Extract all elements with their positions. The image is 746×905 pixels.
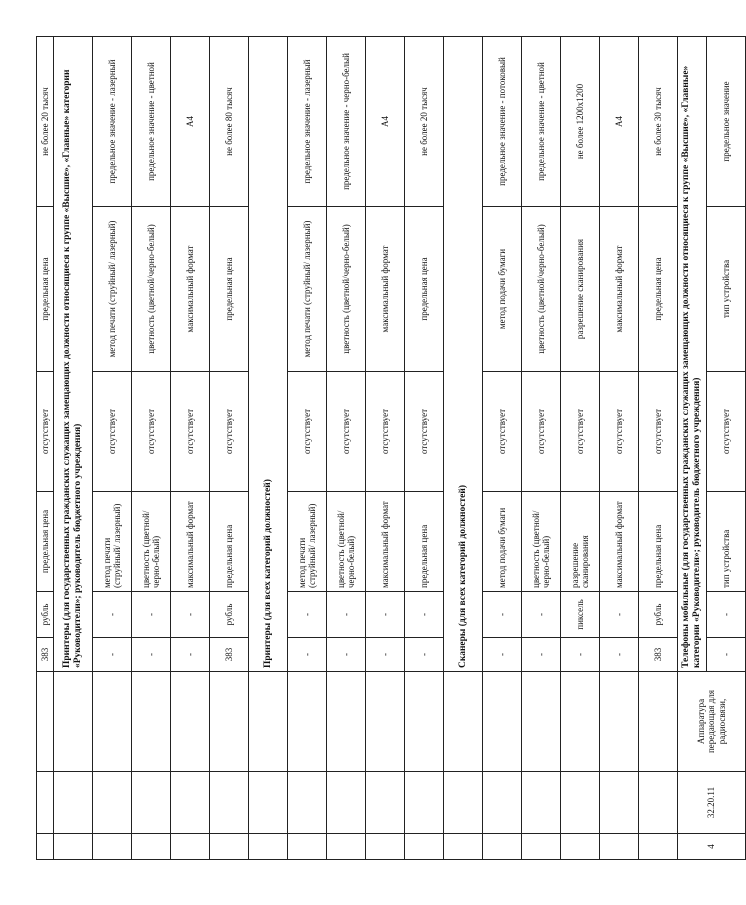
cell-okpd xyxy=(639,772,678,834)
cell-val2: предельное значение - лазерный xyxy=(288,37,327,207)
table-body xyxy=(37,37,746,860)
cell-okpd xyxy=(561,772,600,834)
cell-okpd xyxy=(327,772,366,834)
table-row xyxy=(132,37,171,860)
cell-unit: - xyxy=(483,592,522,638)
cell-title xyxy=(405,672,444,772)
cell-num xyxy=(483,834,522,860)
cell-num xyxy=(366,834,405,860)
cell-val2: предельное значение - лазерный xyxy=(93,37,132,207)
cell-val: отсутствует xyxy=(327,372,366,492)
cell-okpd xyxy=(249,772,288,834)
cell-num xyxy=(37,834,54,860)
cell-okpd: 32.20.11 xyxy=(678,772,746,834)
cell-val2: предельное значение - потоковый xyxy=(483,37,522,207)
cell-code: - xyxy=(327,638,366,672)
cell-okpd xyxy=(37,772,54,834)
cell-val2: предельное значение - черно-белый xyxy=(327,37,366,207)
cell-unit: - xyxy=(522,592,561,638)
cell-num xyxy=(561,834,600,860)
cell-name2: тип устройства xyxy=(707,207,746,372)
section-heading: Телефоны мобильные (для государственных гражданских служащих замещающих должности относящиеся к группе «Высшие», «Главные» категории «Руководители»; руководитель бюджетного учреждения) xyxy=(678,37,707,672)
section-row xyxy=(54,37,93,860)
cell-okpd xyxy=(171,772,210,834)
cell-val2: не более 20 тысяч xyxy=(37,37,54,207)
cell-name2: предельная цена xyxy=(639,207,678,372)
cell-name: предельная цена xyxy=(405,492,444,592)
cell-code: 383 xyxy=(37,638,54,672)
cell-name: метод печати (струйный/ лазерный) xyxy=(93,492,132,592)
table-row xyxy=(522,37,561,860)
cell-unit: - xyxy=(132,592,171,638)
cell-num xyxy=(288,834,327,860)
cell-unit: - xyxy=(366,592,405,638)
cell-num xyxy=(444,834,483,860)
cell-name2: предельная цена xyxy=(405,207,444,372)
cell-name: цветность (цветной/черно-белый) xyxy=(327,492,366,592)
cell-title: Аппаратура передающая для радиосвязи, xyxy=(678,672,746,772)
cell-okpd xyxy=(54,772,93,834)
cell-val: отсутствует xyxy=(707,372,746,492)
cell-name2: предельная цена xyxy=(210,207,249,372)
cell-name: цветность (цветной/черно-белый) xyxy=(132,492,171,592)
cell-val2: А4 xyxy=(600,37,639,207)
cell-name2: метод печати (струйный/ лазерный) xyxy=(288,207,327,372)
table-row xyxy=(93,37,132,860)
cell-val: отсутствует xyxy=(600,372,639,492)
cell-code: 383 xyxy=(639,638,678,672)
cell-title xyxy=(444,672,483,772)
table-row xyxy=(210,37,249,860)
cell-num xyxy=(93,834,132,860)
cell-title xyxy=(54,672,93,772)
cell-num xyxy=(132,834,171,860)
cell-val2: не более 80 тысяч xyxy=(210,37,249,207)
cell-num xyxy=(54,834,93,860)
cell-name2: разрешение сканирования xyxy=(561,207,600,372)
cell-title xyxy=(171,672,210,772)
cell-unit: - xyxy=(171,592,210,638)
cell-code: - xyxy=(405,638,444,672)
cell-code: - xyxy=(483,638,522,672)
cell-val2: не более 1200х1200 xyxy=(561,37,600,207)
cell-num xyxy=(210,834,249,860)
cell-val: отсутствует xyxy=(366,372,405,492)
cell-title xyxy=(327,672,366,772)
cell-val: отсутствует xyxy=(288,372,327,492)
cell-name2: предельная цена xyxy=(37,207,54,372)
cell-name: метод подачи бумаги xyxy=(483,492,522,592)
cell-okpd xyxy=(132,772,171,834)
cell-unit: - xyxy=(405,592,444,638)
cell-title xyxy=(132,672,171,772)
cell-name2: метод печати (струйный/ лазерный) xyxy=(93,207,132,372)
cell-name2: цветность (цветной/черно-белый) xyxy=(522,207,561,372)
table-row xyxy=(366,37,405,860)
cell-title xyxy=(522,672,561,772)
cell-name2: цветность (цветной/черно-белый) xyxy=(132,207,171,372)
cell-code: - xyxy=(600,638,639,672)
cell-num xyxy=(522,834,561,860)
cell-val2: предельное значение xyxy=(707,37,746,207)
cell-name: максимальный формат xyxy=(171,492,210,592)
table-row xyxy=(288,37,327,860)
cell-val: отсутствует xyxy=(639,372,678,492)
cell-name: разрешение сканирования xyxy=(561,492,600,592)
cell-title xyxy=(93,672,132,772)
cell-okpd xyxy=(483,772,522,834)
table-row xyxy=(600,37,639,860)
cell-val: отсутствует xyxy=(210,372,249,492)
cell-name2: максимальный формат xyxy=(366,207,405,372)
cell-title xyxy=(210,672,249,772)
cell-unit: пиксель xyxy=(561,592,600,638)
cell-name2: метод подачи бумаги xyxy=(483,207,522,372)
table-row xyxy=(327,37,366,860)
requirements-table xyxy=(36,36,746,860)
cell-title xyxy=(249,672,288,772)
table-row xyxy=(561,37,600,860)
section-row xyxy=(678,37,707,860)
cell-num xyxy=(405,834,444,860)
cell-val: отсутствует xyxy=(37,372,54,492)
cell-name: тип устройства xyxy=(707,492,746,592)
cell-unit: - xyxy=(327,592,366,638)
cell-code: - xyxy=(522,638,561,672)
table-row xyxy=(37,37,54,860)
cell-title xyxy=(483,672,522,772)
cell-val: отсутствует xyxy=(522,372,561,492)
table-row xyxy=(483,37,522,860)
cell-name2: максимальный формат xyxy=(600,207,639,372)
cell-num: 4 xyxy=(678,834,746,860)
cell-name: предельная цена xyxy=(37,492,54,592)
cell-unit: - xyxy=(600,592,639,638)
cell-code: - xyxy=(171,638,210,672)
cell-val2: не более 20 тысяч xyxy=(405,37,444,207)
cell-okpd xyxy=(600,772,639,834)
cell-name2: цветность (цветной/черно-белый) xyxy=(327,207,366,372)
section-row xyxy=(444,37,483,860)
cell-okpd xyxy=(444,772,483,834)
cell-title xyxy=(366,672,405,772)
cell-name: цветность (цветной/черно-белый) xyxy=(522,492,561,592)
cell-val2: предельное значение - цветной xyxy=(132,37,171,207)
cell-name: предельная цена xyxy=(639,492,678,592)
cell-unit: - xyxy=(707,592,746,638)
cell-unit: - xyxy=(288,592,327,638)
cell-code: - xyxy=(366,638,405,672)
cell-okpd xyxy=(405,772,444,834)
cell-num xyxy=(639,834,678,860)
section-heading: Сканеры (для всех категорий должностей) xyxy=(444,37,483,672)
cell-code: - xyxy=(132,638,171,672)
cell-title xyxy=(288,672,327,772)
cell-val2: предельное значение - цветной xyxy=(522,37,561,207)
cell-name: предельная цена xyxy=(210,492,249,592)
section-heading: Принтеры (для всех категорий должностей) xyxy=(249,37,288,672)
cell-val: отсутствует xyxy=(483,372,522,492)
cell-code: - xyxy=(288,638,327,672)
cell-code: 383 xyxy=(210,638,249,672)
cell-num xyxy=(327,834,366,860)
table-row xyxy=(639,37,678,860)
table-row xyxy=(171,37,210,860)
section-heading: Принтеры (для государственных гражданских служащих замещающих должности относящиеся к группе «Высшие», «Главные» категории «Руководители»; руководитель бюджетного учреждения) xyxy=(54,37,93,672)
cell-num xyxy=(600,834,639,860)
cell-okpd xyxy=(210,772,249,834)
cell-val: отсутствует xyxy=(405,372,444,492)
cell-okpd xyxy=(522,772,561,834)
cell-title xyxy=(639,672,678,772)
cell-val2: не более 30 тысяч xyxy=(639,37,678,207)
cell-val: отсутствует xyxy=(171,372,210,492)
cell-code: - xyxy=(93,638,132,672)
cell-code: - xyxy=(561,638,600,672)
cell-num xyxy=(171,834,210,860)
cell-unit: рубль xyxy=(37,592,54,638)
cell-name: максимальный формат xyxy=(366,492,405,592)
cell-title xyxy=(37,672,54,772)
cell-okpd xyxy=(366,772,405,834)
cell-val: отсутствует xyxy=(93,372,132,492)
cell-unit: - xyxy=(93,592,132,638)
cell-title xyxy=(600,672,639,772)
cell-unit: рубль xyxy=(210,592,249,638)
cell-name: максимальный формат xyxy=(600,492,639,592)
cell-val: отсутствует xyxy=(561,372,600,492)
cell-title xyxy=(561,672,600,772)
cell-okpd xyxy=(93,772,132,834)
cell-name2: максимальный формат xyxy=(171,207,210,372)
table-row xyxy=(405,37,444,860)
cell-unit: рубль xyxy=(639,592,678,638)
cell-okpd xyxy=(288,772,327,834)
cell-num xyxy=(249,834,288,860)
cell-name: метод печати (струйный/ лазерный) xyxy=(288,492,327,592)
section-row xyxy=(249,37,288,860)
cell-val2: А4 xyxy=(171,37,210,207)
cell-val: отсутствует xyxy=(132,372,171,492)
cell-val2: А4 xyxy=(366,37,405,207)
cell-code: - xyxy=(707,638,746,672)
